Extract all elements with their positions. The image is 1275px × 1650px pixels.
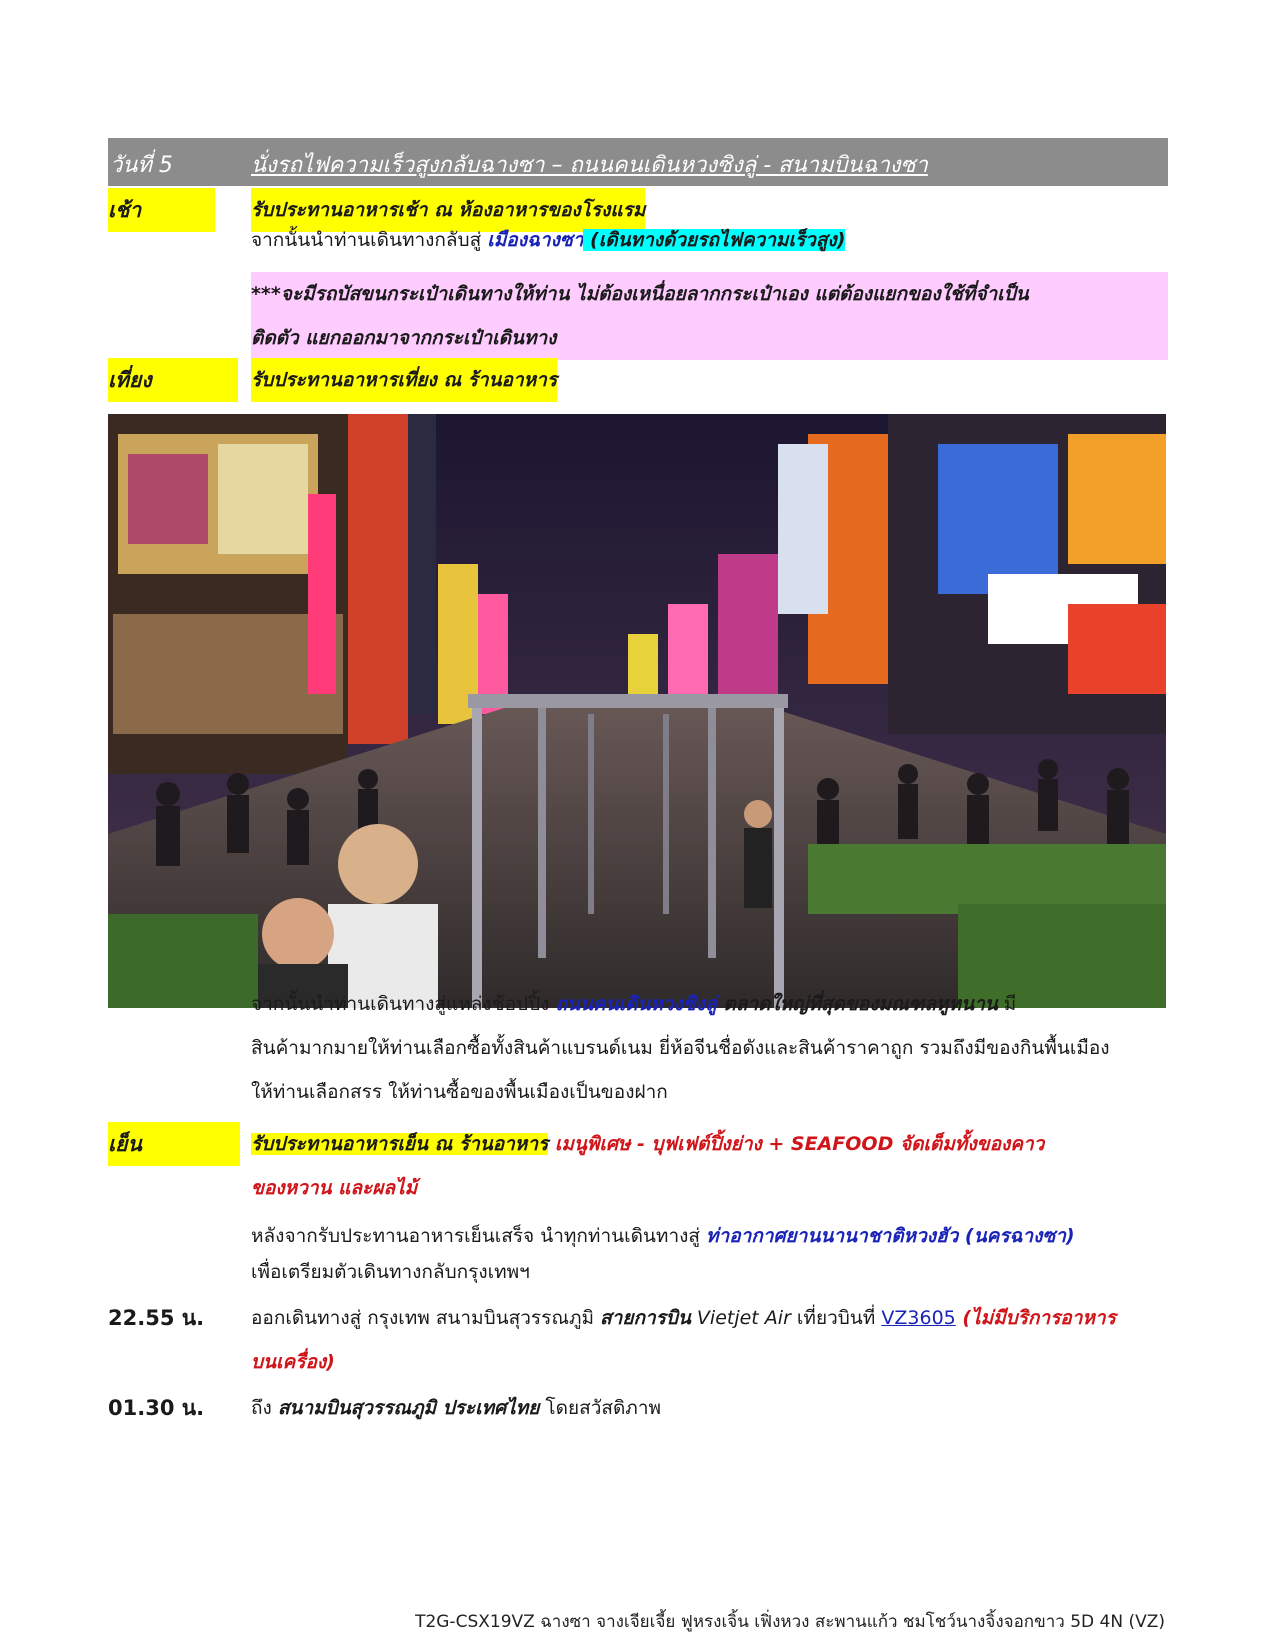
day-header: [108, 138, 1168, 186]
arrival-text: [251, 1386, 1168, 1430]
dinner-label: เย็น: [108, 1122, 240, 1166]
luggage-notice-line2: ติดตัว แยกออกมาจากกระเป๋าเดินทาง: [251, 327, 557, 349]
departure-row: [108, 1296, 1168, 1382]
arrival-row: [108, 1386, 1168, 1432]
shopping-line1: [251, 982, 1168, 1026]
airline-label: สายการบิน: [600, 1307, 691, 1329]
arrival-suffix: โดยสวัสดิภาพ: [539, 1397, 662, 1419]
lunch-meal: รับประทานอาหารเที่ยง ณ ร้านอาหาร: [251, 358, 557, 402]
shopping-text: [251, 982, 1168, 1114]
shopping-suffix: มี: [997, 993, 1017, 1015]
departure-prefix: ออกเดินทางสู่ กรุงเทพ สนามบินสุวรรณภูมิ: [251, 1307, 601, 1329]
shopping-paragraph: [108, 982, 1168, 1122]
huanghua-airport: ท่าอากาศยานนานาชาติหวงฮัว (นครฉางซา): [706, 1225, 1075, 1247]
no-meal-note-line1: (ไม่มีบริการอาหาร: [955, 1307, 1116, 1329]
dinner-text: [251, 1122, 1168, 1210]
no-meal-note-line2: บนเครื่อง): [251, 1351, 335, 1373]
special-menu-line1: เมนูพิเศษ - บุฟเฟต์ปิ้งย่าง + SEAFOOD จัดเต็มทั้งของคาว: [548, 1133, 1045, 1155]
luggage-notice-line1: ***จะมีรถบัสขนกระเป๋าเดินทางให้ท่าน ไม่ต้องเหนื่อยลากกระเป๋าเอง แต่ต้องแยกของใช้ที่จำเป็น: [251, 283, 1029, 305]
flight-prefix: เที่ยวบินที่: [790, 1307, 882, 1329]
luggage-notice-box: [251, 272, 1168, 360]
arrival-time: 01.30 น.: [108, 1396, 205, 1420]
departure-time: 22.55 น.: [108, 1306, 205, 1330]
day-title: นั่งรถไฟความเร็วสูงกลับฉางซา – ถนนคนเดินหวงซิงลู่ - สนามบินฉางซา: [251, 153, 928, 178]
arrival-prefix: ถึง: [251, 1397, 278, 1419]
departure-text: [251, 1296, 1168, 1384]
airport-transfer-row: [108, 1218, 1168, 1308]
huangxing-road: ถนนคนเดินหวงซิงลู่: [555, 993, 717, 1015]
lunch-label: เที่ยง: [108, 358, 238, 402]
luggage-notice: [108, 272, 1168, 358]
breakfast-transfer-row: [108, 218, 1168, 264]
high-speed-train-note: (เดินทางด้วยรถไฟความเร็วสูง): [583, 229, 846, 251]
flight-number-link[interactable]: VZ3605: [881, 1307, 956, 1329]
breakfast-meal: รับประทานอาหารเช้า ณ ห้องอาหารของโรงแรม: [251, 188, 645, 232]
transfer-prefix: จากนั้นนำท่านเดินทางกลับสู่: [251, 229, 488, 251]
shopping-prefix: จากนั้นนำท่านเดินทางสู่แหล่งช้อปปิ้ง: [251, 993, 556, 1015]
dinner-row: [108, 1122, 1168, 1212]
arrival-place: สนามบินสุวรรณภูมิ ประเทศไทย: [277, 1397, 540, 1419]
airport-transfer-text: [251, 1218, 1168, 1290]
airline-name: Vietjet Air: [690, 1307, 791, 1329]
breakfast-transfer-text: [251, 218, 845, 262]
largest-market-note: ตลาดใหญ่ที่สุดของมณฑลหูหนาน: [716, 993, 998, 1015]
special-menu-line2: ของหวาน และผลไม้: [251, 1177, 418, 1199]
shopping-line3: ให้ท่านเลือกสรร ให้ท่านซื้อของพื้นเมืองเป็นของฝาก: [251, 1081, 668, 1103]
shopping-line2: สินค้ามากมายให้ท่านเลือกซื้อทั้งสินค้าแบรนด์เนม ยี่ห้อจีนชื่อดังและสินค้าราคาถูก รวมถึงมีของกินพื้นเมือง: [251, 1037, 1110, 1059]
dinner-meal: รับประทานอาหารเย็น ณ ร้านอาหาร: [251, 1133, 549, 1155]
airport-transfer-line2: เพื่อเตรียมตัวเดินทางกลับกรุงเทพฯ: [251, 1261, 530, 1283]
page-footer: T2G-CSX19VZ ฉางซา จางเจียเจี้ย ฟูหรงเจิ้น เฟิ่งหวง สะพานแก้ว ชมโชว์นางจิ้งจอกขาว 5D 4N (VZ): [415, 1612, 1165, 1632]
changsha-city: เมืองฉางซา: [487, 229, 584, 251]
breakfast-label: เช้า: [108, 188, 215, 232]
day-number: วันที่ 5: [110, 153, 173, 178]
airport-transfer-prefix: หลังจากรับประทานอาหารเย็นเสร็จ นำทุกท่านเดินทางสู่: [251, 1225, 707, 1247]
lunch-row: [108, 358, 1168, 404]
pedestrian-street-night-photo: [108, 414, 1166, 1008]
